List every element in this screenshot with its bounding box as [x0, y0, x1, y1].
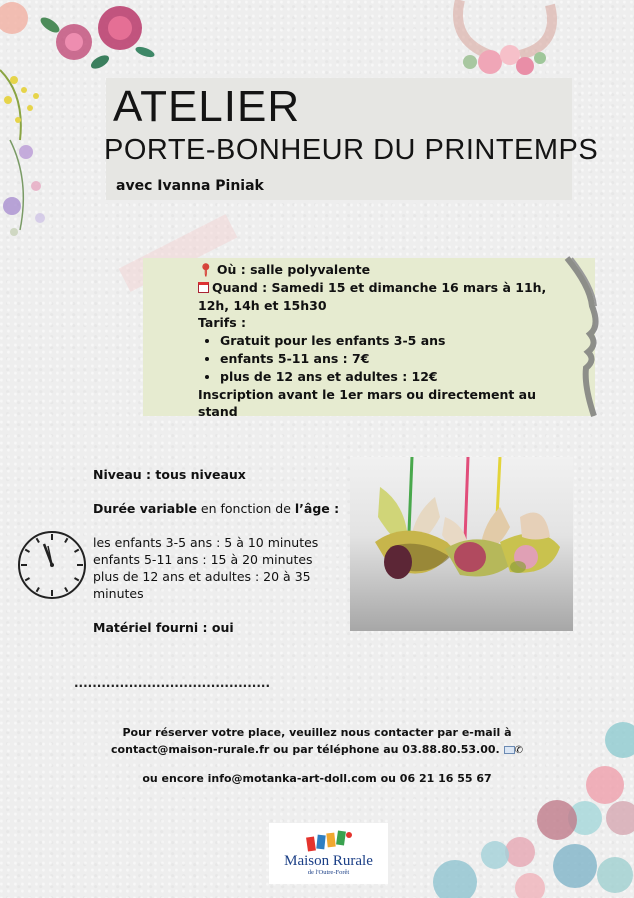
event-info [198, 261, 578, 421]
logo-tagline: de l'Outre-Forêt [307, 869, 350, 876]
workshop-photo [350, 457, 573, 631]
contact-line-alt: ou encore info@motanka-art-doll.com ou 06 21 16 55 67 [142, 772, 492, 785]
contact-line: Pour réserver votre place, veuillez nous contacter par e-mail à [122, 726, 512, 739]
logo-name: Maison Rurale [284, 853, 373, 869]
logo-mark-icon [305, 829, 353, 853]
list-item: • enfants 5-11 ans : 7€ [220, 350, 578, 368]
host-name: avec Ivanna Piniak [116, 178, 264, 194]
duree-text: Durée variable en fonction de l’âge : [93, 501, 340, 516]
materiel-text: Matériel fourni : oui [93, 620, 234, 635]
info-where: 📍︎ Où : salle polyvalente [198, 262, 371, 277]
motanka-dolls-illustration [350, 457, 573, 631]
duration-item: enfants 5-11 ans : 15 à 20 minutes [93, 552, 313, 567]
tarifs-list [198, 332, 578, 385]
inscription-note: Inscription avant le 1er mars ou directement au stand [198, 386, 537, 420]
list-item: • Gratuit pour les enfants 3-5 ans [220, 332, 578, 350]
page-subtitle: PORTE-BONHEUR DU PRINTEMPS [104, 134, 599, 166]
separator-dots: ........................................... [74, 676, 271, 690]
calendar-icon [198, 282, 209, 293]
list-item: • plus de 12 ans et adultes : 12€ [220, 368, 578, 386]
contact-line: contact@maison-rurale.fr ou par téléphone au 03.88.80.53.00. ✆ [111, 742, 523, 756]
contact-block [0, 725, 634, 759]
info-when: Quand : Samedi 15 et dimanche 16 mars à 11h, 12h, 14h et 15h30 [198, 279, 547, 313]
maison-rurale-logo [269, 823, 388, 884]
niveau-text: Niveau : tous niveaux [93, 467, 246, 482]
pin-icon: 📍︎ [198, 262, 214, 277]
duration-item: les enfants 3-5 ans : 5 à 10 minutes [93, 535, 319, 550]
page-title: ATELIER [113, 82, 301, 131]
workshop-details [93, 466, 353, 636]
clock-icon [17, 530, 87, 600]
floral-decoration-top-right [440, 0, 570, 85]
duration-item: plus de 12 ans et adultes : 20 à 35 minutes [93, 569, 311, 601]
tarifs-label: Tarifs : [198, 315, 247, 331]
phone-icon: ✆ [514, 744, 523, 756]
email-icon [504, 746, 515, 754]
